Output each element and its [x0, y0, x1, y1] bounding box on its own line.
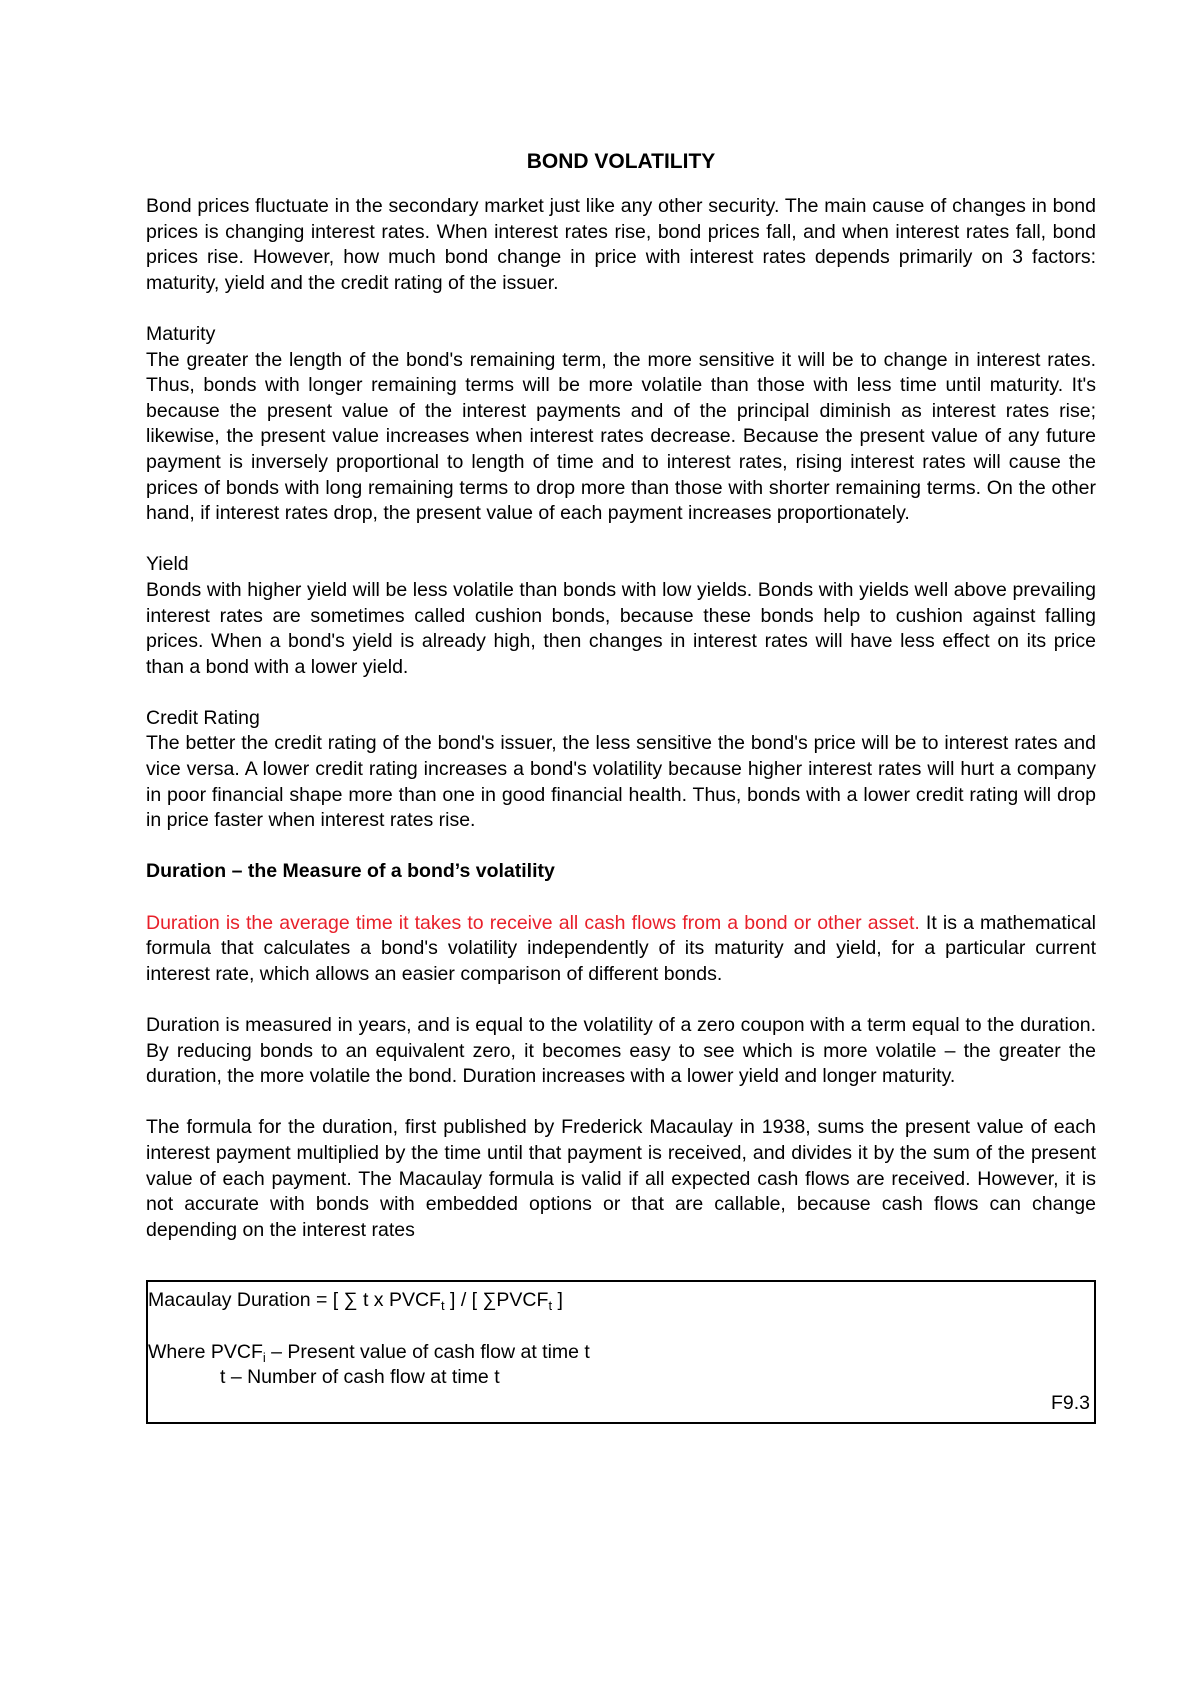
duration-paragraph-3: The formula for the duration, first published by Frederick Macaulay in 1938, sums the present value of each interest payment multiplied by the time until that payment is received, and divides it by the sum of the present value of each payment. The Macaulay formula is valid if all expected cash flows are received. However, it is not accurate with bonds with embedded options or that are callable, because cash flows can change depending on the interest rates — [146, 1116, 1096, 1241]
duration-definition-rest: It is a mathematical formula that calculates a bond's volatility independently of its maturity and yield, for a particular current interest rate, which allows an easier comparison of different bonds. — [146, 911, 1096, 985]
formula-lhs: Macaulay Duration = [ ∑ t x PVCF — [148, 1289, 441, 1312]
section-body-maturity: The greater the length of the bond's remaining term, the more sensitive it will be to change in interest rates. Thus, bonds with longer remaining terms will be more volatile than those with less time until maturity. It's because the present value of the interest payments and of the principal diminish as interest rates rise; likewise, the present value increases when interest rates decrease. Because the present value of any future payment is inversely proportional to length of time and to interest rates, rising interest rates will cause the prices of bonds with long remaining terms to drop more than those with shorter remaining terms. On the other hand, if interest rates drop, the present value of each payment increases proportionately. — [146, 348, 1096, 525]
document-body — [146, 148, 1096, 1424]
section-body-credit-rating: The better the credit rating of the bond's issuer, the less sensitive the bond's price will be to interest rates and vice versa. A lower credit rating increases a bond's volatility because higher interest rates will hurt a company in poor financial shape more than one in good financial health. Thus, bonds with a lower credit rating will drop in price faster when interest rates rise. — [146, 732, 1096, 832]
section-yield — [146, 552, 1096, 680]
section-maturity — [146, 322, 1096, 527]
formula-sub-2: t — [548, 1298, 553, 1314]
where-sub: i — [262, 1349, 266, 1365]
section-heading-credit-rating: Credit Rating — [146, 706, 260, 729]
section-heading-yield: Yield — [146, 553, 189, 576]
formula-reference: F9.3 — [1050, 1391, 1090, 1414]
where-prefix: Where PVCF — [148, 1340, 263, 1363]
formula-box — [146, 1280, 1096, 1424]
macaulay-formula — [148, 1288, 1094, 1314]
formula-end: ] — [552, 1289, 563, 1312]
formula-where-line — [148, 1340, 1094, 1366]
section-body-yield: Bonds with higher yield will be less volatile than bonds with low yields. Bonds with yields well above prevailing interest rates are sometimes called cushion bonds, because these bonds help to cushion against falling prices. When a bond's yield is already high, then changes in interest rates will have less effect on its price than a bond with a lower yield. — [146, 578, 1096, 678]
formula-sub-1: t — [440, 1298, 445, 1314]
section-credit-rating — [146, 706, 1096, 834]
where-rest: – Present value of cash flow at time t — [265, 1340, 590, 1363]
duration-heading: Duration – the Measure of a bond’s volatility — [146, 860, 555, 883]
formula-spacer — [148, 1314, 1094, 1340]
intro-paragraph: Bond prices fluctuate in the secondary market just like any other security. The main cause of changes in bond prices is changing interest rates. When interest rates rise, bond prices fall, and when interest rates fall, bond prices rise. However, how much bond change in price with interest rates depends primarily on 3 factors: maturity, yield and the credit rating of the issuer. — [146, 195, 1096, 294]
page-title: BOND VOLATILITY — [526, 150, 716, 173]
duration-paragraph-2: Duration is measured in years, and is equal to the volatility of a zero coupon with a term equal to the duration. By reducing bonds to an equivalent zero, it becomes easy to see which is more volatile – the greater the duration, the more volatile the bond. Duration increases with a lower yield and longer maturity. — [146, 1014, 1096, 1088]
duration-definition — [146, 911, 1096, 988]
duration-definition-highlight: Duration is the average time it takes to receive all cash flows from a bond or other asset. — [146, 911, 920, 934]
formula-mid: ] / [ ∑PVCF — [444, 1289, 549, 1312]
formula-t-line: t – Number of cash flow at time t — [220, 1366, 500, 1389]
section-heading-maturity: Maturity — [146, 322, 216, 345]
